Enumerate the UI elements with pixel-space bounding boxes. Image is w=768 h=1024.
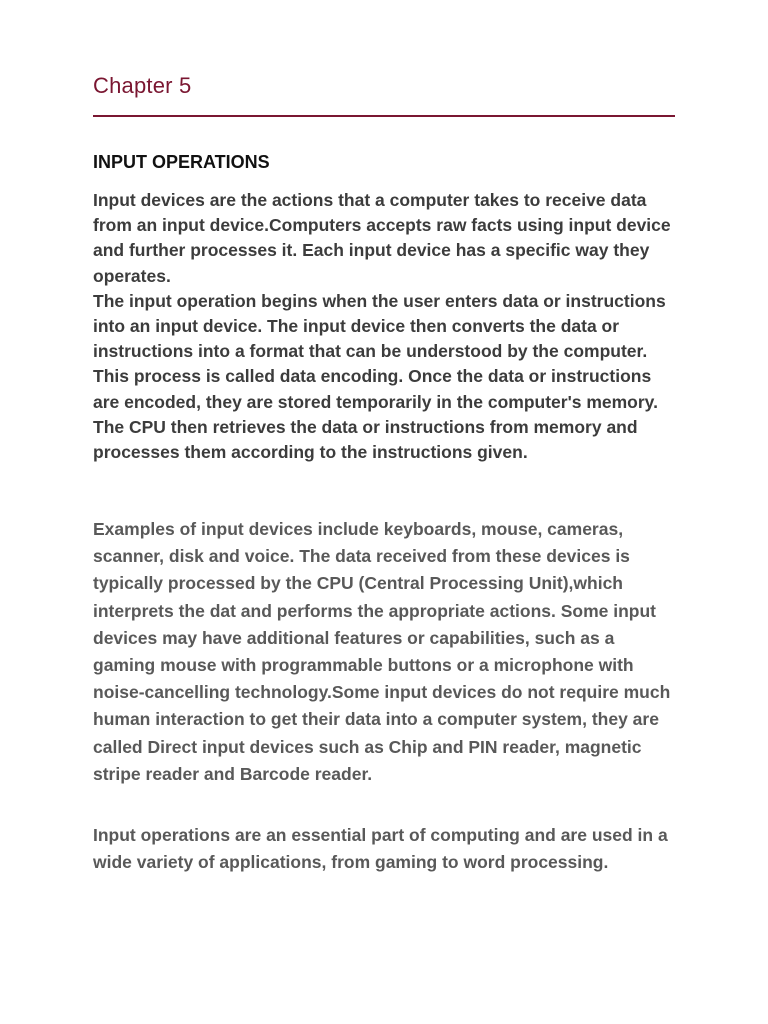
paragraph-input-devices-definition: Input devices are the actions that a computer takes to receive data from an input device.Computers accepts raw facts using input device and further processes it. Each input device has a specific way they operates. — [93, 190, 671, 286]
paragraph-input-device-examples: Examples of input devices include keyboards, mouse, cameras, scanner, disk and voice. The data received from these devices is typically processed by the CPU (Central Processing Unit),which interprets the dat and performs the appropriate actions. Some input devices may have additional features or capabilities, such as a gaming mouse with programmable buttons or a microphone with noise-cancelling technology.Some input devices do not require much human interaction to get their data into a computer system, they are called Direct input devices such as Chip and PIN reader, magnetic stripe reader and Barcode reader. — [93, 519, 671, 784]
title-divider — [93, 115, 675, 117]
section-heading: INPUT OPERATIONS — [93, 152, 270, 172]
conclusion-text-block — [93, 822, 675, 876]
paragraph-conclusion: Input operations are an essential part of computing and are used in a wide variety of applications, from gaming to word processing. — [93, 825, 668, 873]
examples-text-block — [93, 516, 675, 788]
paragraph-input-operation-begins: The input operation begins when the user enters data or instructions into an input device. The input device then converts the data or instructions into a format that can be understood by the computer. — [93, 290, 666, 362]
body-text-block — [93, 188, 675, 465]
chapter-title: Chapter 5 — [93, 73, 192, 98]
paragraph-data-encoding: This process is called data encoding. Once the data or instructions are encoded, they are stored temporarily in the computer's memory. The CPU then retrieves the data or instructions from memory and processes them according to the instructions given. — [93, 366, 658, 463]
